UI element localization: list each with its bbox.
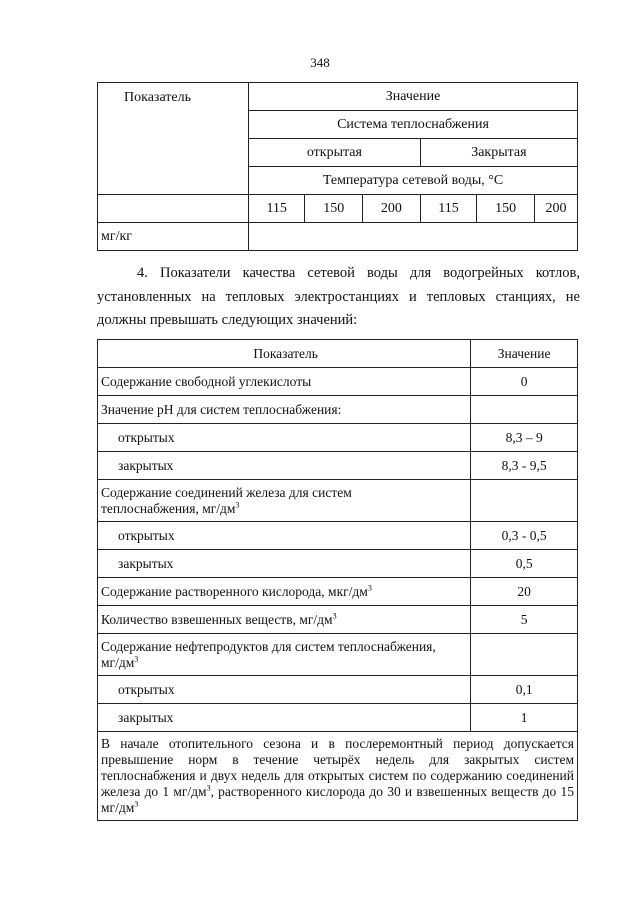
row-value: 0 xyxy=(471,368,578,396)
section-4-paragraph xyxy=(97,262,580,333)
row-value: 8,3 - 9,5 xyxy=(471,452,578,480)
temperature-header: Температура сетевой воды, °С xyxy=(249,167,578,195)
row-label: открытых xyxy=(98,676,471,704)
temp-cell: 200 xyxy=(535,195,578,223)
unit-value-cell xyxy=(249,223,578,251)
row-label: Содержание свободной углекислоты xyxy=(98,368,471,396)
paragraph-line: должны превышать следующих значений: xyxy=(97,312,358,328)
page-number: 348 xyxy=(310,55,330,70)
row-label: открытых xyxy=(98,424,471,452)
superscript: 3 xyxy=(332,611,337,620)
temp-cell: 150 xyxy=(477,195,535,223)
row-label xyxy=(98,480,471,522)
row-label-line: Содержание нефтепродуктов для систем теплоснабжения, xyxy=(101,638,436,654)
footnote-text: , растворенного кислорода до 30 и взвешенных веществ до 15 мг/дм xyxy=(101,784,574,815)
footnote-cell xyxy=(98,732,578,821)
superscript: 3 xyxy=(134,654,139,663)
row-label-line: Содержание соединений железа для систем xyxy=(101,484,352,500)
header-indicator: Показатель xyxy=(98,340,471,368)
row-value: 20 xyxy=(471,578,578,606)
header-value: Значение xyxy=(471,340,578,368)
row-label: открытых xyxy=(98,522,471,550)
row-value: 8,3 – 9 xyxy=(471,424,578,452)
row-value: 0,5 xyxy=(471,550,578,578)
superscript: 3 xyxy=(367,583,372,592)
row-value: 5 xyxy=(471,606,578,634)
network-water-quality-table xyxy=(97,339,578,821)
footnote-text: В начале отопительного сезона и в послеремонтный период допускается превышение норм в течение четырёх недель для закрытых систем теплоснабжения и двух недель для открытых систем по содержанию соединений железа до 1 мг/дм xyxy=(101,736,574,799)
row-label: Значение pH для систем теплоснабжения: xyxy=(98,396,471,424)
superscript: 3 xyxy=(206,783,211,793)
temp-cell: 150 xyxy=(305,195,363,223)
row-label-text: Содержание растворенного кислорода, мкг/дм xyxy=(101,583,368,599)
closed-system-header: Закрытая xyxy=(420,139,577,167)
row-label-text: Количество взвешенных веществ, мг/дм xyxy=(101,611,333,627)
unit-cell: мг/кг xyxy=(98,223,249,251)
row-value xyxy=(471,396,578,424)
row-label-line: теплоснабжения, мг/дм xyxy=(101,500,236,516)
row-value: 0,3 - 0,5 xyxy=(471,522,578,550)
row-label: закрытых xyxy=(98,452,471,480)
row-label xyxy=(98,606,471,634)
row-value: 0,1 xyxy=(471,676,578,704)
superscript: 3 xyxy=(235,500,240,509)
row-value xyxy=(471,480,578,522)
temp-cell: 115 xyxy=(420,195,476,223)
row-value: 1 xyxy=(471,704,578,732)
open-system-header: открытая xyxy=(249,139,421,167)
paragraph-line: установленных на тепловых электростанциях и тепловых станциях, не xyxy=(97,288,580,305)
header-indicator: Показатель xyxy=(98,83,249,195)
row-label-line: мг/дм xyxy=(101,654,135,670)
row-label: закрытых xyxy=(98,550,471,578)
paragraph-line: 4. Показатели качества сетевой воды для водогрейных котлов, xyxy=(137,265,580,281)
row-label xyxy=(98,634,471,676)
boiler-quality-table-continued xyxy=(97,82,578,251)
system-header: Система теплоснабжения xyxy=(249,111,578,139)
temp-cell: 200 xyxy=(363,195,421,223)
superscript: 3 xyxy=(134,799,139,809)
header-value: Значение xyxy=(249,83,578,111)
temp-cell: 115 xyxy=(249,195,305,223)
row-value xyxy=(471,634,578,676)
empty-cell xyxy=(98,195,249,223)
row-label: закрытых xyxy=(98,704,471,732)
row-label xyxy=(98,578,471,606)
